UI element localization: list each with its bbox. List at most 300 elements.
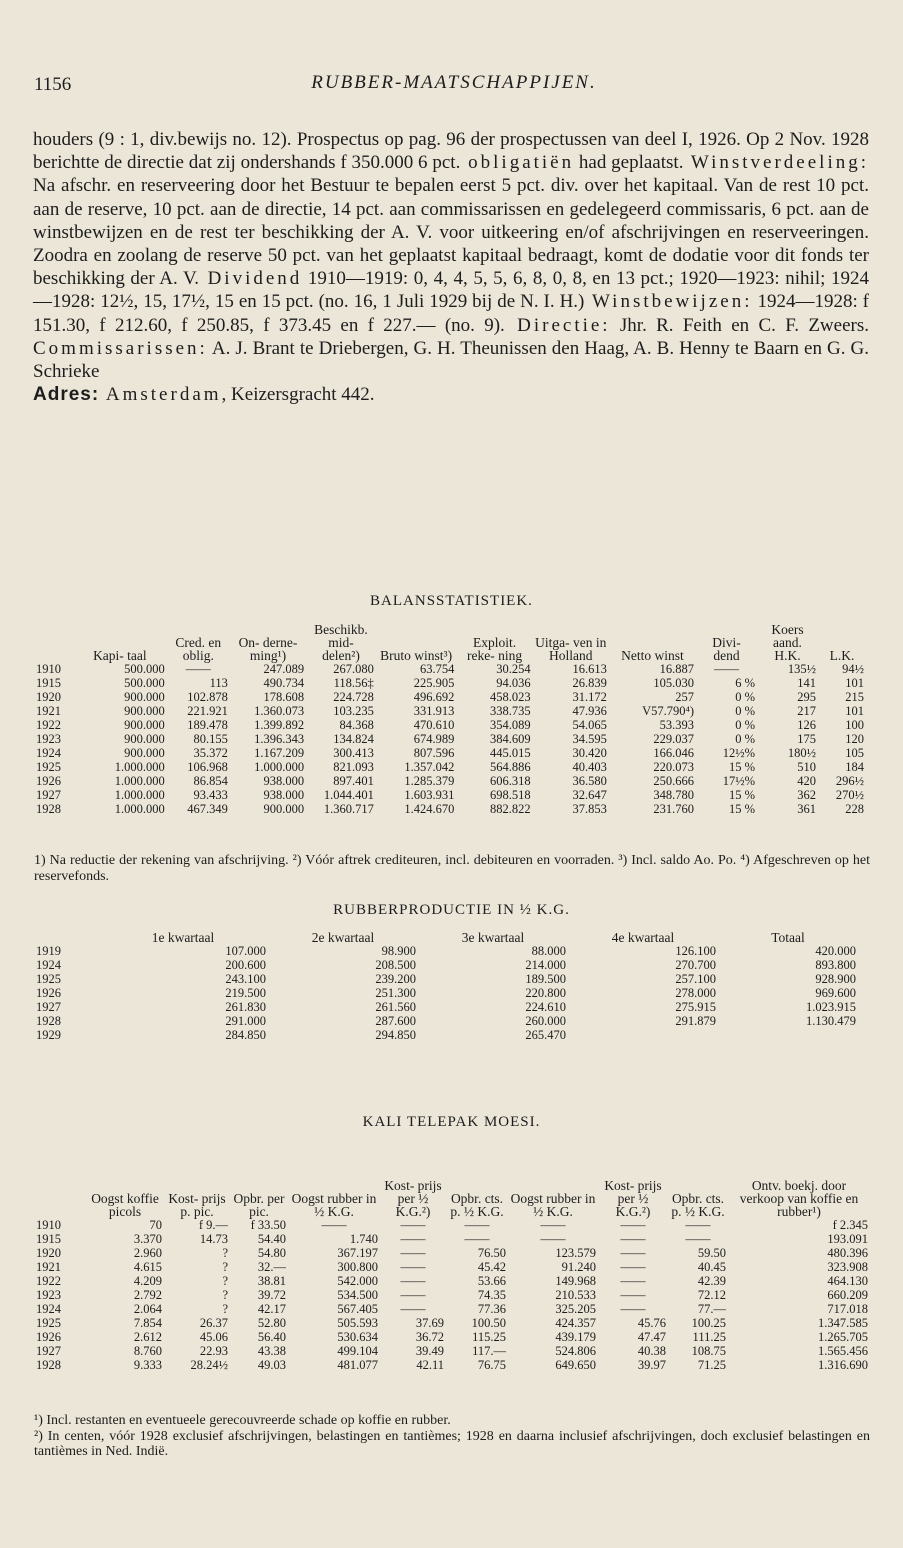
table-cell: 47.936 xyxy=(572,704,607,718)
table-cell: 70 xyxy=(149,1218,162,1232)
table-cell: 100 xyxy=(845,718,864,732)
table-cell: 40.45 xyxy=(697,1260,726,1274)
table-cell: 4.615 xyxy=(133,1260,162,1274)
row-year: 1915 xyxy=(36,676,61,690)
kali-column-header: Ontv. boekj. door verkoop van koffie en rubber¹) xyxy=(739,1178,859,1219)
adres-label: Adres: xyxy=(33,384,100,406)
table-cell: 275.915 xyxy=(675,1000,716,1014)
row-year: 1927 xyxy=(36,1000,61,1014)
table-cell: 717.018 xyxy=(827,1302,868,1316)
table-cell: 1.167.209 xyxy=(254,746,305,760)
table-cell: 243.100 xyxy=(225,972,266,986)
table-cell: 1.316.690 xyxy=(818,1358,868,1372)
table-cell: 534.500 xyxy=(337,1288,378,1302)
table-cell: 221.921 xyxy=(187,704,228,718)
table-cell: 42.17 xyxy=(257,1302,286,1316)
table-cell: 12½% xyxy=(722,746,755,760)
table-cell: 100.25 xyxy=(691,1316,726,1330)
table-cell: 56.40 xyxy=(257,1330,286,1344)
table-cell: 291.000 xyxy=(225,1014,266,1028)
table-cell: 1.740 xyxy=(349,1232,378,1246)
table-cell: 897.401 xyxy=(333,774,374,788)
table-cell: 295 xyxy=(797,690,816,704)
table-cell: 84.368 xyxy=(339,718,374,732)
table-cell: 1.000.000 xyxy=(114,802,165,816)
table-cell: 251.300 xyxy=(375,986,416,1000)
table-row xyxy=(36,788,866,802)
table-cell: —— xyxy=(685,1218,711,1232)
table-cell: 490.734 xyxy=(263,676,305,690)
table-cell: 34.595 xyxy=(572,732,607,746)
table-cell: —— xyxy=(400,1274,426,1288)
table-cell: 938.000 xyxy=(263,788,305,802)
table-cell: 38.81 xyxy=(257,1274,286,1288)
table-cell: 175 xyxy=(797,732,816,746)
table-cell: 1.000.000 xyxy=(254,760,305,774)
table-cell: 510 xyxy=(797,760,816,774)
balans-table xyxy=(36,612,866,816)
table-cell: 210.533 xyxy=(555,1288,596,1302)
table-cell: 1.000.000 xyxy=(114,774,165,788)
table-cell: 91.240 xyxy=(561,1260,596,1274)
table-cell: 969.600 xyxy=(815,986,856,1000)
kali-column-header: Oogst rubber in ½ K.G. xyxy=(510,1191,596,1219)
table-cell: ? xyxy=(222,1246,228,1260)
table-cell: 117.— xyxy=(472,1344,506,1358)
row-year: 1928 xyxy=(36,802,61,816)
table-cell: 35.372 xyxy=(193,746,228,760)
table-cell: 52.80 xyxy=(257,1316,286,1330)
kali-footnote-2: ²) In centen, vóór 1928 exclusief afschrijvingen, belastingen en tantièmes; 1928 en daarna inclusief afschrijvingen, doch exclusief belastingen en tantièmes in Ned. Indië. xyxy=(34,1428,870,1459)
table-cell: 0 % xyxy=(735,718,755,732)
table-cell: 22.93 xyxy=(199,1344,228,1358)
balans-column-header: Exploit. reke- ning xyxy=(466,635,523,663)
table-cell: 141 xyxy=(797,676,816,690)
table-cell: 31.172 xyxy=(572,690,607,704)
table-cell: 220.800 xyxy=(525,986,566,1000)
table-cell: 900.000 xyxy=(263,802,305,816)
table-cell: 225.905 xyxy=(413,676,455,690)
table-cell: ? xyxy=(222,1302,228,1316)
directie-text: Jhr. R. Feith en C. F. Zweers. xyxy=(610,314,869,336)
row-year: 1910 xyxy=(36,662,61,676)
table-row xyxy=(36,1274,870,1288)
table-cell: 362 xyxy=(797,788,816,802)
table-cell: 26.839 xyxy=(572,676,607,690)
balans-column-header: Koers aand. H.K. xyxy=(771,622,804,663)
table-row xyxy=(36,746,866,760)
rubber-title: RUBBERPRODUCTIE IN ½ K.G. xyxy=(333,902,570,918)
table-cell: —— xyxy=(540,1218,566,1232)
rubber-body xyxy=(36,944,858,1042)
table-cell: 39.97 xyxy=(637,1358,666,1372)
table-cell: 26.37 xyxy=(199,1316,228,1330)
table-cell: 105.030 xyxy=(653,676,694,690)
table-cell: 15 % xyxy=(728,760,755,774)
table-cell: 180½ xyxy=(787,746,816,760)
table-row xyxy=(36,1246,870,1260)
table-cell: 39.49 xyxy=(415,1344,444,1358)
kali-footnotes xyxy=(34,1413,870,1460)
table-cell: 59.50 xyxy=(697,1246,726,1260)
table-cell: 564.886 xyxy=(490,760,531,774)
table-cell: —— xyxy=(620,1288,646,1302)
row-year: 1925 xyxy=(36,1316,61,1330)
commissarissen-text: A. J. Brant te Driebergen, G. H. Theunissen den Haag, A. B. Henny te Baarn en G. G. Schrieke xyxy=(33,337,869,383)
table-cell: 2.792 xyxy=(133,1288,162,1302)
row-year: 1924 xyxy=(36,746,61,760)
kali-header-row xyxy=(36,1134,870,1218)
adres-text: , Keizersgracht 442. xyxy=(221,384,375,406)
row-year: 1928 xyxy=(36,1014,61,1028)
table-cell: 445.015 xyxy=(490,746,531,760)
table-cell: 1.357.042 xyxy=(404,760,455,774)
table-cell: 458.023 xyxy=(490,690,531,704)
dividend-text: 1910—1919: 0, 4, 4, 5, 5, 6, 8, 0, 8, en 13 pct.; 1920—1923: nihil; 1924—1928: 12½, 15, 17½, 15 en 15 pct. (no. 16, 1 Juli 1929 bij de N. I. H.) xyxy=(33,268,869,313)
table-cell: 113 xyxy=(209,676,228,690)
table-cell: 1.360.717 xyxy=(323,802,374,816)
kali-footnote-1: ¹) Incl. restanten en eventueele gerecouvreerde schade op koffie en rubber. xyxy=(34,1413,451,1428)
table-cell: 1.399.892 xyxy=(254,718,305,732)
table-cell: 54.065 xyxy=(572,718,607,732)
table-cell: 193.091 xyxy=(827,1232,868,1246)
table-cell: 98.900 xyxy=(381,944,416,958)
table-cell: 49.03 xyxy=(257,1358,286,1372)
balans-footnote: 1) Na reductie der rekening van afschrijving. ²) Vóór aftrek crediteuren, incl. debiteuren en voorraden. ³) Incl. saldo Ao. Po. ⁴) Afgeschreven op het reservefonds. xyxy=(34,853,870,884)
table-cell: 348.780 xyxy=(653,788,694,802)
table-cell: 821.093 xyxy=(333,760,374,774)
kali-column-header: Kost- prijs p. pic. xyxy=(168,1191,226,1219)
table-cell: 103.235 xyxy=(333,704,374,718)
rubber-column-header: 2e kwartaal xyxy=(311,930,375,945)
table-cell: ? xyxy=(222,1274,228,1288)
table-cell: 217 xyxy=(797,704,816,718)
dividend-label: Dividend xyxy=(198,268,303,290)
table-cell: 367.197 xyxy=(337,1246,378,1260)
table-cell: ? xyxy=(222,1260,228,1274)
table-cell: 7.854 xyxy=(133,1316,162,1330)
table-cell: 42.11 xyxy=(416,1358,444,1372)
table-cell: 480.396 xyxy=(827,1246,868,1260)
table-cell: 239.200 xyxy=(375,972,416,986)
table-cell: 1.044.401 xyxy=(323,788,374,802)
table-cell: 260.000 xyxy=(525,1014,566,1028)
table-cell: —— xyxy=(620,1218,646,1232)
table-cell: 278.000 xyxy=(675,986,716,1000)
table-cell: 108.75 xyxy=(691,1344,726,1358)
table-cell: 1.130.479 xyxy=(806,1014,856,1028)
table-cell: 47.47 xyxy=(637,1330,666,1344)
kali-column-header: Opbr. cts. p. ½ K.G. xyxy=(450,1191,504,1219)
winstverdeeling-text: Na afschr. en reserveering door het Bestuur te bepalen eerst 5 pct. div. over het kapitaal. Van de rest 10 pct. aan de reserve, 10 pct. aan de directie, 14 pct. aan commissarissen en gedelegeerd commissaris, 6 pct. aan de winstbewijzen en de rest ter beschikking der A. V. voor uitkeering en/of afschrijvingen en reserveeringen. Zoodra en zoolang de reserve 50 pct. van het geplaatst kapitaal bedraagt, komt de dodatie voor dit fonds ter beschikking der A. V. xyxy=(33,175,869,290)
table-cell: 606.318 xyxy=(490,774,531,788)
table-cell: 928.900 xyxy=(815,972,856,986)
row-year: 1915 xyxy=(36,1232,61,1246)
table-cell: 16.887 xyxy=(659,662,694,676)
table-cell: 53.66 xyxy=(477,1274,506,1288)
table-cell: 45.76 xyxy=(637,1316,666,1330)
table-cell: 0 % xyxy=(735,690,755,704)
table-cell: 166.046 xyxy=(653,746,694,760)
row-year: 1927 xyxy=(36,1344,61,1358)
table-cell: 120 xyxy=(845,732,864,746)
table-cell: 361 xyxy=(797,802,816,816)
table-row xyxy=(36,1232,870,1246)
rubber-column-header: 1e kwartaal xyxy=(151,930,215,945)
kali-column-header: Oogst rubber in ½ K.G. xyxy=(291,1191,377,1219)
table-cell: 1.265.705 xyxy=(818,1330,868,1344)
row-year: 1921 xyxy=(36,704,61,718)
balans-column-header: Cred. en oblig. xyxy=(175,635,222,663)
table-cell: 261.830 xyxy=(225,1000,266,1014)
balans-header-row xyxy=(36,612,866,662)
table-cell: —— xyxy=(321,1218,347,1232)
table-cell: —— xyxy=(464,1232,490,1246)
table-cell: ? xyxy=(222,1288,228,1302)
description-paragraph xyxy=(33,128,869,406)
winstverdeeling-label: Winstverdeeling: xyxy=(683,152,870,174)
balans-column-header: On- derne- ming¹) xyxy=(238,635,298,663)
table-cell: 37.69 xyxy=(415,1316,444,1330)
table-cell: 135½ xyxy=(787,662,816,676)
table-cell: 1.023.915 xyxy=(806,1000,856,1014)
running-title: RUBBER-MAATSCHAPPIJEN. xyxy=(311,72,597,93)
table-cell: —— xyxy=(400,1288,426,1302)
table-cell: 115.25 xyxy=(472,1330,506,1344)
table-cell: 32.— xyxy=(257,1260,286,1274)
table-cell: 42.39 xyxy=(697,1274,726,1288)
table-cell: —— xyxy=(400,1302,426,1316)
table-cell: 200.600 xyxy=(225,958,266,972)
table-cell: 71.25 xyxy=(697,1358,726,1372)
table-cell: 1.603.931 xyxy=(404,788,455,802)
table-cell: f 33.50 xyxy=(250,1218,286,1232)
table-cell: 72.12 xyxy=(697,1288,726,1302)
table-cell: 219.500 xyxy=(225,986,266,1000)
table-cell: —— xyxy=(464,1218,490,1232)
row-year: 1928 xyxy=(36,1358,61,1372)
table-cell: 893.800 xyxy=(815,958,856,972)
table-cell: —— xyxy=(400,1246,426,1260)
table-cell: 228 xyxy=(845,802,864,816)
table-cell: 93.433 xyxy=(193,788,228,802)
table-cell xyxy=(718,1028,858,1042)
table-cell: 14.73 xyxy=(199,1232,228,1246)
table-cell: 530.634 xyxy=(337,1330,378,1344)
table-cell: 420.000 xyxy=(815,944,856,958)
table-cell: 15 % xyxy=(728,802,755,816)
table-cell: —— xyxy=(185,662,211,676)
table-cell: —— xyxy=(620,1246,646,1260)
table-cell: 215 xyxy=(845,690,864,704)
table-cell: 32.647 xyxy=(572,788,607,802)
table-row xyxy=(36,1330,870,1344)
placement-text: had geplaatst. xyxy=(574,152,684,174)
table-cell: 54.40 xyxy=(257,1232,286,1246)
table-cell: 2.960 xyxy=(133,1246,162,1260)
table-cell: 126 xyxy=(797,718,816,732)
table-cell: —— xyxy=(400,1218,426,1232)
table-row xyxy=(36,1014,858,1028)
table-cell: 208.500 xyxy=(375,958,416,972)
row-year: 1923 xyxy=(36,732,61,746)
table-cell: 1.360.073 xyxy=(254,704,305,718)
table-cell: 231.760 xyxy=(653,802,694,816)
row-year: 1925 xyxy=(36,972,61,986)
table-row xyxy=(36,958,858,972)
table-cell: 101 xyxy=(845,704,864,718)
table-cell: 77.36 xyxy=(477,1302,506,1316)
table-cell: 284.850 xyxy=(225,1028,266,1042)
table-cell: 4.209 xyxy=(133,1274,162,1288)
table-cell: 220.073 xyxy=(653,760,694,774)
table-cell: 77.— xyxy=(697,1302,726,1316)
table-cell: 126.100 xyxy=(675,944,716,958)
table-cell: 674.989 xyxy=(413,732,455,746)
table-row xyxy=(36,944,858,958)
balans-column-header: Uitga- ven in Holland xyxy=(535,635,607,663)
table-row xyxy=(36,732,866,746)
table-cell: 294.850 xyxy=(375,1028,416,1042)
kali-table xyxy=(36,1134,870,1372)
table-cell: 224.728 xyxy=(333,690,374,704)
row-year: 1925 xyxy=(36,760,61,774)
table-cell: 900.000 xyxy=(124,732,165,746)
rubber-header-row xyxy=(36,922,858,944)
table-cell: 542.000 xyxy=(337,1274,378,1288)
balans-column-header: L.K. xyxy=(829,648,855,663)
table-cell: 354.089 xyxy=(490,718,531,732)
table-cell: 250.666 xyxy=(653,774,694,788)
table-row xyxy=(36,676,866,690)
table-cell: 40.38 xyxy=(637,1344,666,1358)
table-cell: 63.754 xyxy=(420,662,455,676)
row-year: 1926 xyxy=(36,1330,61,1344)
table-row xyxy=(36,662,866,676)
table-cell: f 2.345 xyxy=(832,1218,868,1232)
row-year: 1919 xyxy=(36,944,61,958)
table-cell: 224.610 xyxy=(525,1000,566,1014)
table-cell: 420 xyxy=(797,774,816,788)
table-cell: 15 % xyxy=(728,788,755,802)
table-cell: 505.593 xyxy=(337,1316,378,1330)
table-cell: 100.50 xyxy=(471,1316,506,1330)
table-cell: —— xyxy=(685,1232,711,1246)
table-cell: 257 xyxy=(675,690,694,704)
row-year: 1926 xyxy=(36,774,61,788)
table-cell: 54.80 xyxy=(257,1246,286,1260)
table-cell: 189.478 xyxy=(187,718,228,732)
table-cell: 270.700 xyxy=(675,958,716,972)
prospectus-text: houders (9 : 1, div.bewijs no. 12). Prospectus op pag. 96 der prospectussen van deel I, 1926. Op 2 Nov. 1928 berichtte de directie dat zij ondershands f 350.000 6 pct. xyxy=(33,129,869,174)
table-cell: 28.24½ xyxy=(190,1358,228,1372)
table-cell: 1.347.585 xyxy=(818,1316,868,1330)
table-cell: 184 xyxy=(845,760,864,774)
table-cell: 101 xyxy=(845,676,864,690)
table-row xyxy=(36,1260,870,1274)
balans-column-header: Netto winst xyxy=(621,648,684,663)
row-year: 1926 xyxy=(36,986,61,1000)
table-cell: 384.609 xyxy=(490,732,531,746)
row-year: 1920 xyxy=(36,690,61,704)
table-cell: 8.760 xyxy=(133,1344,162,1358)
table-cell: 43.38 xyxy=(257,1344,286,1358)
table-cell: 470.610 xyxy=(413,718,455,732)
table-cell: 123.579 xyxy=(555,1246,596,1260)
row-year: 1921 xyxy=(36,1260,61,1274)
rubber-column-header: 3e kwartaal xyxy=(461,930,525,945)
table-cell: 500.000 xyxy=(124,676,165,690)
table-cell: 94.036 xyxy=(496,676,531,690)
directie-label: Directie: xyxy=(504,314,611,336)
table-cell: 500.000 xyxy=(124,662,165,676)
row-year: 1922 xyxy=(36,718,61,732)
table-cell: 660.209 xyxy=(827,1288,868,1302)
table-cell: —— xyxy=(620,1302,646,1316)
kali-column-header: Opbr. cts. p. ½ K.G. xyxy=(671,1191,725,1219)
balans-title: BALANSSTATISTIEK. xyxy=(370,593,533,609)
table-cell: 247.089 xyxy=(263,662,305,676)
table-row xyxy=(36,760,866,774)
table-cell: 261.560 xyxy=(375,1000,416,1014)
table-row xyxy=(36,704,866,718)
table-cell: —— xyxy=(620,1260,646,1274)
table-cell: 1.396.343 xyxy=(254,732,305,746)
table-cell: 900.000 xyxy=(124,746,165,760)
table-cell: 107.000 xyxy=(225,944,266,958)
table-cell: 45.06 xyxy=(199,1330,228,1344)
table-cell: 467.349 xyxy=(187,802,228,816)
table-cell: 424.357 xyxy=(555,1316,596,1330)
table-cell: 17½% xyxy=(722,774,755,788)
company-description xyxy=(33,128,869,406)
table-cell: 567.405 xyxy=(337,1302,378,1316)
balans-body xyxy=(36,662,866,816)
table-cell: 88.000 xyxy=(531,944,566,958)
row-year: 1910 xyxy=(36,1218,61,1232)
rubber-column-header: 4e kwartaal xyxy=(611,930,675,945)
balans-column-header: Divi- dend xyxy=(712,635,741,663)
row-year: 1923 xyxy=(36,1288,61,1302)
table-row xyxy=(36,1302,870,1316)
table-cell: 30.420 xyxy=(572,746,607,760)
kali-column-header: Oogst koffie picols xyxy=(91,1191,159,1219)
table-cell: 900.000 xyxy=(124,704,165,718)
table-cell: 134.824 xyxy=(333,732,374,746)
table-cell: 105 xyxy=(845,746,864,760)
table-row xyxy=(36,1218,870,1232)
winstbewijzen-label: Winstbewijzen: xyxy=(584,291,753,313)
table-cell: 39.72 xyxy=(257,1288,286,1302)
table-cell: 1.285.379 xyxy=(404,774,455,788)
kali-title: KALI TELEPAK MOESI. xyxy=(362,1114,541,1130)
table-cell: 325.205 xyxy=(555,1302,596,1316)
adres-city: Amsterdam xyxy=(99,384,222,406)
table-cell: 16.613 xyxy=(572,662,607,676)
table-cell: —— xyxy=(620,1232,646,1246)
table-row xyxy=(36,1028,858,1042)
obligatien-word: obligatiën xyxy=(460,152,575,174)
table-cell: 106.968 xyxy=(187,760,228,774)
table-row xyxy=(36,1316,870,1330)
balans-column-header: Bruto winst³) xyxy=(380,648,453,663)
table-cell: 496.692 xyxy=(413,690,455,704)
table-cell: 111.25 xyxy=(692,1330,726,1344)
kali-body xyxy=(36,1218,870,1372)
table-cell: 900.000 xyxy=(124,718,165,732)
table-cell: 1.000.000 xyxy=(114,788,165,802)
table-cell: 229.037 xyxy=(653,732,694,746)
